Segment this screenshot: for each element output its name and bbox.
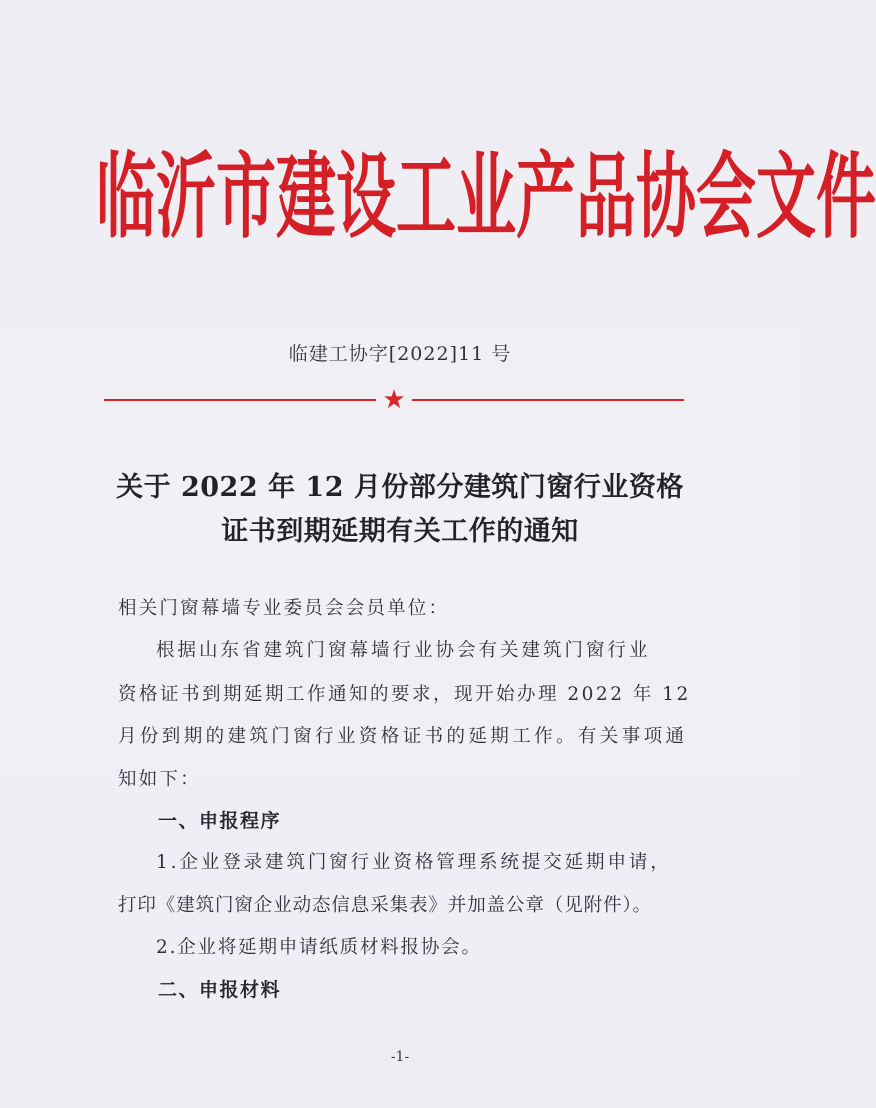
red-divider-right bbox=[412, 399, 684, 401]
masthead-char: 临 bbox=[96, 143, 156, 253]
document-title-line-2: 证书到期延期有关工作的通知 bbox=[221, 516, 579, 547]
page-number: -1- bbox=[390, 1049, 410, 1065]
masthead-char: 业 bbox=[456, 143, 516, 253]
body-line: 根据山东省建筑门窗幕墙行业协会有关建筑门窗行业 bbox=[156, 640, 651, 661]
red-star-icon: ★ bbox=[382, 385, 406, 415]
document-title-line-1: 关于 2022 年 12 月份部分建筑门窗行业资格 bbox=[116, 472, 684, 503]
masthead-char: 工 bbox=[396, 143, 456, 253]
masthead-char: 建 bbox=[276, 143, 336, 253]
masthead-char: 会 bbox=[696, 143, 756, 253]
section-heading-materials: 二、申报材料 bbox=[158, 979, 282, 1001]
body-line: 月份到期的建筑门窗行业资格证书的延期工作。有关事项通 bbox=[118, 726, 688, 747]
body-line: 资格证书到期延期工作通知的要求，现开始办理 2022 年 12 bbox=[118, 684, 691, 705]
section-heading-procedure: 一、申报程序 bbox=[158, 810, 282, 832]
masthead-char: 沂 bbox=[156, 143, 216, 253]
document-number: 临建工协字[2022]11 号 bbox=[288, 343, 512, 365]
masthead-char: 市 bbox=[216, 143, 276, 253]
procedure-item: 1.企业登录建筑门窗行业资格管理系统提交延期申请， bbox=[156, 852, 672, 873]
salutation: 相关门窗幕墙专业委员会会员单位： bbox=[118, 598, 450, 619]
procedure-item: 2.企业将延期申请纸质材料报协会。 bbox=[156, 937, 482, 958]
body-line: 知如下： bbox=[118, 769, 201, 790]
procedure-item: 打印《建筑门窗企业动态信息采集表》并加盖公章（见附件）。 bbox=[118, 895, 652, 916]
masthead-title bbox=[96, 138, 876, 258]
masthead-char: 产 bbox=[516, 143, 576, 253]
red-divider-left bbox=[104, 399, 376, 401]
masthead-char: 品 bbox=[576, 143, 636, 253]
masthead-char: 协 bbox=[636, 143, 696, 253]
masthead-char: 设 bbox=[336, 143, 396, 253]
masthead-char: 件 bbox=[816, 143, 876, 253]
masthead-char: 文 bbox=[756, 143, 816, 253]
